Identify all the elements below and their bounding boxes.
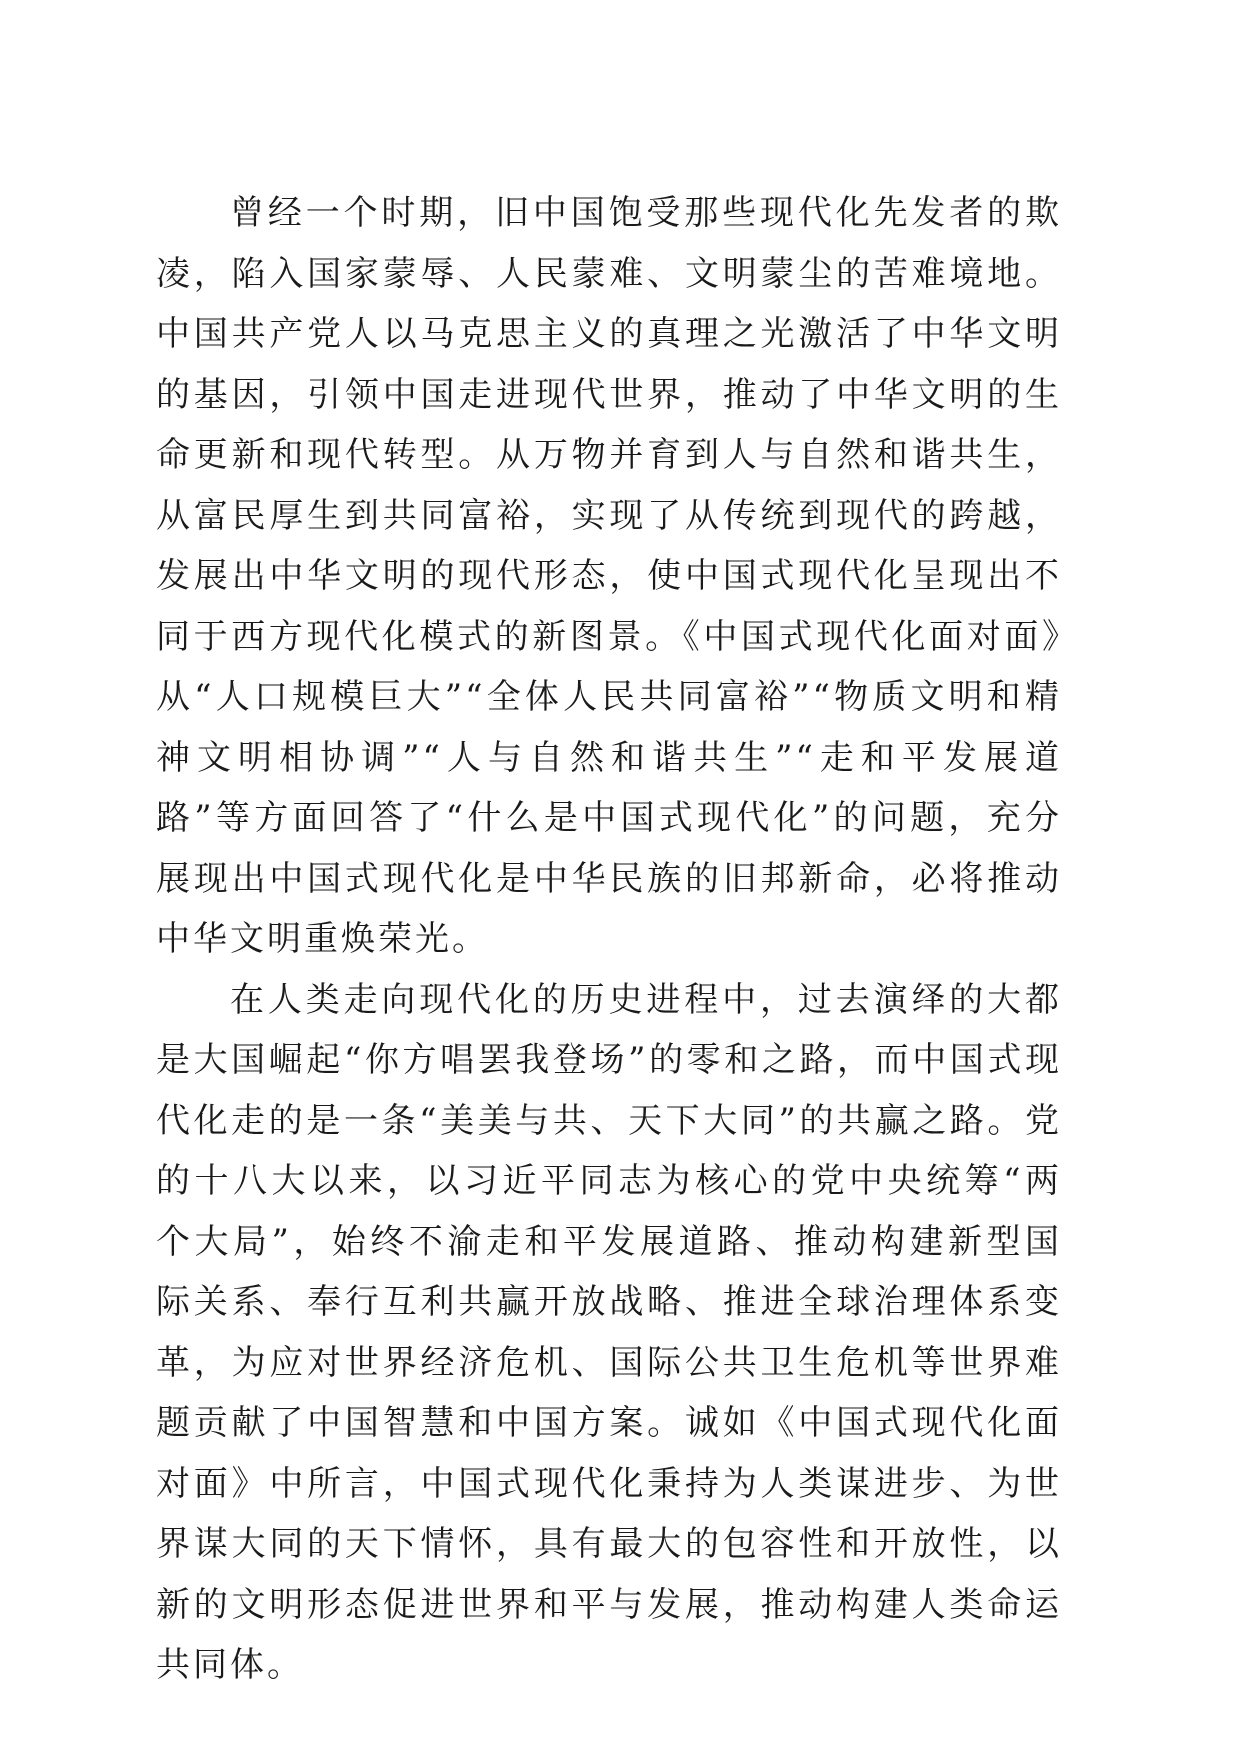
paragraph-2: 在人类走向现代化的历史进程中，过去演绎的大都是大国崛起“你方唱罢我登场”的零和之路，而中国式现代化走的是一条“美美与共、天下大同”的共赢之路。党的十八大以来，以习近平同志为核心的党中央统筹“两个大局”，始终不渝走和平发展道路、推动构建新型国际关系、奉行互利共赢开放战略、推进全球治理体系变革，为应对世界经济危机、国际公共卫生危机等世界难题贡献了中国智慧和中国方案。诚如《中国式现代化面对面》中所言，中国式现代化秉持为人类谋进步、为世界谋大同的天下情怀，具有最大的包容性和开放性，以新的文明形态促进世界和平与发展，推动构建人类命运共同体。 [156,979,1062,1685]
paragraph-1: 曾经一个时期，旧中国饱受那些现代化先发者的欺凌，陷入国家蒙辱、人民蒙难、文明蒙尘的苦难境地。中国共产党人以马克思主义的真理之光激活了中华文明的基因，引领中国走进现代世界，推动了中华文明的生命更新和现代转型。从万物并育到人与自然和谐共生，从富民厚生到共同富裕，实现了从传统到现代的跨越，发展出中华文明的现代形态，使中国式现代化呈现出不同于西方现代化模式的新图景。《中国式现代化面对面》从“人口规模巨大”“全体人民共同富裕”“物质文明和精神文明相协调”“人与自然和谐共生”“走和平发展道路”等方面回答了“什么是中国式现代化”的问题，充分展现出中国式现代化是中华民族的旧邦新命，必将推动中华文明重焕荣光。 [156,193,1062,959]
document-body [156,183,1062,1696]
